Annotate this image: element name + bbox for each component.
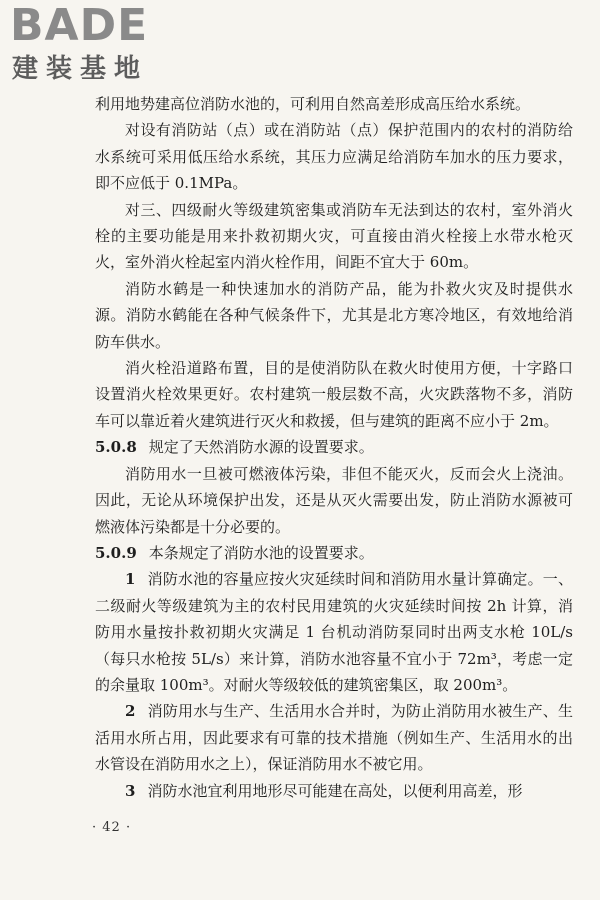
bade-logo: [10, 0, 175, 86]
logo-wordmark: BADE: [10, 0, 149, 51]
item-number: 1: [125, 570, 136, 589]
paragraph: 消防水鹤是一种快速加水的消防产品，能为扑救火灾及时提供水源。消防水鹤能在各种气候条件下，尤其是北方寒冷地区，有效地给消防车供水。: [95, 279, 573, 351]
clause-heading: 5.0.8 规定了天然消防水源的设置要求。: [95, 438, 374, 457]
paragraph: 对设有消防站（点）或在消防站（点）保护范围内的农村的消防给水系统可采用低压给水系统，其压力应满足给消防车加水的压力要求，即不应低于 0.1MPa。: [95, 121, 573, 193]
paragraph: 对三、四级耐火等级建筑密集或消防车无法到达的农村，室外消火栓的主要功能是用来扑救初期火灾，可直接由消火栓接上水带水枪灭火，室外消火栓起室内消火栓作用，间距不宜大于 60m。: [95, 200, 573, 272]
clause-number: 5.0.9: [95, 543, 137, 562]
item-number: 2: [125, 702, 136, 721]
paragraph: 消火栓沿道路布置，目的是使消防队在救火时使用方便，十字路口设置消火栓效果更好。农村建筑一般层数不高，火灾跌落物不多，消防车可以靠近着火建筑进行灭火和救援，但与建筑的距离不应小于 2m。: [95, 359, 573, 430]
list-item: 2 消防用水与生产、生活用水合并时，为防止消防用水被生产、生活用水所占用，因此要求有可靠的技术措施（例如生产、生活用水的出水管设在消防用水之上），保证消防用水不被它用。: [95, 702, 573, 774]
body-text: [95, 91, 573, 804]
logo-subtitle: 建装基地: [12, 54, 149, 84]
clause-heading: 5.0.9 本条规定了消防水池的设置要求。: [95, 543, 374, 562]
clause-number: 5.0.8: [95, 438, 137, 457]
paragraph: 消防用水一旦被可燃液体污染，非但不能灭火，反而会火上浇油。因此，无论从环境保护出发，还是从灭火需要出发，防止消防水源被可燃液体污染都是十分必要的。: [95, 464, 573, 536]
paragraph: 利用地势建高位消防水池的，可利用自然高差形成高压给水系统。: [95, 95, 531, 113]
list-item: 1 消防水池的容量应按火灾延续时间和消防用水量计算确定。一、二级耐火等级建筑为主的农村民用建筑的火灾延续时间按 2h 计算，消防用水量按扑救初期火灾满足 1 台机动消防泵同时出两支水枪 10L/s（每只水枪按 5L/s）来计算，消防水池容量不宜小于 72m³，考虑一定的余量取 100m³。对耐火等级较低的建筑密集区，取 200m³。: [95, 570, 573, 694]
list-item: 3 消防水池宜利用地形尽可能建在高处，以便利用高差，形: [125, 781, 523, 800]
item-number: 3: [125, 781, 136, 800]
page-number: · 42 ·: [92, 820, 132, 835]
